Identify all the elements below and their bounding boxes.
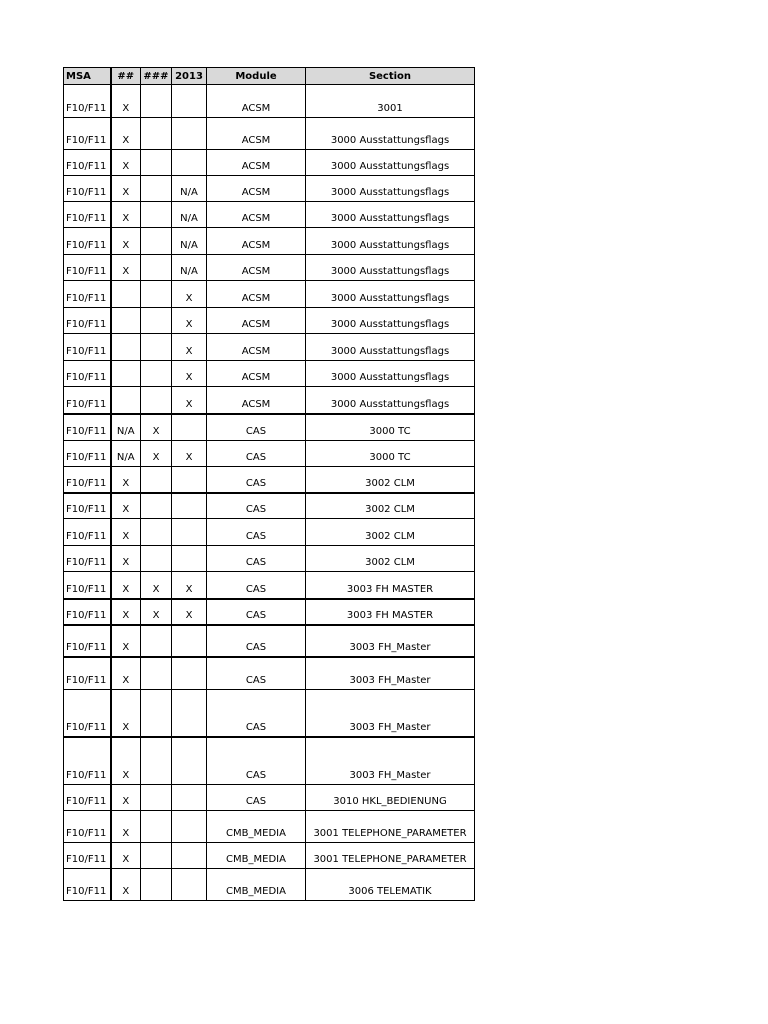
table-row [64, 308, 475, 334]
cell-msa: F10/F11 [64, 811, 111, 843]
cell-module: ACSM [207, 150, 306, 176]
cell-module: CMB_MEDIA [207, 811, 306, 843]
cell-section: 3000 Ausstattungsflags [306, 387, 475, 414]
cell-hash3 [141, 334, 172, 361]
table-row [64, 361, 475, 387]
table-row [64, 625, 475, 657]
cell-hash3 [141, 869, 172, 901]
cell-hash3 [141, 308, 172, 334]
cell-module: CAS [207, 737, 306, 785]
cell-section: 3000 TC [306, 441, 475, 467]
cell-msa: F10/F11 [64, 202, 111, 228]
cell-hash3 [141, 255, 172, 281]
cell-section: 3000 Ausstattungsflags [306, 281, 475, 308]
table-body [64, 85, 475, 901]
cell-2013: X [172, 308, 207, 334]
cell-hash3 [141, 85, 172, 118]
cell-2013 [172, 843, 207, 869]
cell-msa: F10/F11 [64, 519, 111, 546]
cell-hash2 [111, 334, 141, 361]
cell-hash3 [141, 811, 172, 843]
cell-section: 3003 FH_Master [306, 690, 475, 737]
cell-msa: F10/F11 [64, 150, 111, 176]
header-row [64, 68, 475, 85]
table-row [64, 657, 475, 690]
table-row [64, 785, 475, 811]
table-row [64, 228, 475, 255]
cell-2013 [172, 657, 207, 690]
cell-2013 [172, 690, 207, 737]
cell-msa: F10/F11 [64, 334, 111, 361]
cell-hash2: X [111, 150, 141, 176]
table-row [64, 85, 475, 118]
cell-module: CMB_MEDIA [207, 869, 306, 901]
cell-hash3 [141, 546, 172, 572]
cell-module: CAS [207, 785, 306, 811]
cell-module: ACSM [207, 387, 306, 414]
cell-module: ACSM [207, 228, 306, 255]
header-msa: MSA [64, 68, 111, 85]
cell-hash3: X [141, 414, 172, 441]
header-module: Module [207, 68, 306, 85]
table-row [64, 690, 475, 737]
cell-msa: F10/F11 [64, 625, 111, 657]
cell-hash3 [141, 493, 172, 519]
cell-hash3 [141, 785, 172, 811]
cell-2013 [172, 118, 207, 150]
table-row [64, 387, 475, 414]
table-row [64, 176, 475, 202]
cell-hash3: X [141, 441, 172, 467]
cell-msa: F10/F11 [64, 118, 111, 150]
cell-hash2: X [111, 255, 141, 281]
cell-module: ACSM [207, 361, 306, 387]
cell-module: CAS [207, 467, 306, 493]
cell-msa: F10/F11 [64, 493, 111, 519]
cell-hash3 [141, 657, 172, 690]
cell-module: CAS [207, 493, 306, 519]
cell-module: ACSM [207, 118, 306, 150]
cell-hash3 [141, 843, 172, 869]
cell-msa: F10/F11 [64, 869, 111, 901]
cell-hash2 [111, 281, 141, 308]
cell-section: 3003 FH MASTER [306, 599, 475, 625]
cell-module: CAS [207, 572, 306, 599]
cell-hash2: X [111, 737, 141, 785]
cell-2013 [172, 519, 207, 546]
cell-2013 [172, 625, 207, 657]
cell-module: CAS [207, 441, 306, 467]
cell-hash2 [111, 308, 141, 334]
header-2013: 2013 [172, 68, 207, 85]
cell-2013 [172, 737, 207, 785]
cell-hash2: X [111, 657, 141, 690]
cell-2013 [172, 785, 207, 811]
cell-module: ACSM [207, 281, 306, 308]
cell-msa: F10/F11 [64, 690, 111, 737]
cell-hash2: X [111, 519, 141, 546]
table-row [64, 599, 475, 625]
cell-2013 [172, 414, 207, 441]
cell-hash2 [111, 387, 141, 414]
cell-hash3 [141, 467, 172, 493]
table-row [64, 737, 475, 785]
cell-2013 [172, 546, 207, 572]
cell-msa: F10/F11 [64, 255, 111, 281]
cell-hash2: X [111, 85, 141, 118]
cell-section: 3001 TELEPHONE_PARAMETER [306, 811, 475, 843]
cell-section: 3000 Ausstattungsflags [306, 202, 475, 228]
cell-hash2: X [111, 785, 141, 811]
cell-hash2: X [111, 572, 141, 599]
cell-2013: N/A [172, 255, 207, 281]
cell-hash2: N/A [111, 441, 141, 467]
cell-module: CAS [207, 599, 306, 625]
table-row [64, 118, 475, 150]
cell-section: 3000 Ausstattungsflags [306, 308, 475, 334]
cell-msa: F10/F11 [64, 657, 111, 690]
cell-hash3: X [141, 599, 172, 625]
cell-2013: X [172, 281, 207, 308]
header-section: Section [306, 68, 475, 85]
cell-hash2: N/A [111, 414, 141, 441]
cell-hash2 [111, 361, 141, 387]
cell-module: CAS [207, 546, 306, 572]
cell-hash3 [141, 118, 172, 150]
table-row [64, 414, 475, 441]
cell-section: 3006 TELEMATIK [306, 869, 475, 901]
cell-hash2: X [111, 118, 141, 150]
table-row [64, 869, 475, 901]
cell-module: ACSM [207, 334, 306, 361]
cell-section: 3002 CLM [306, 467, 475, 493]
cell-hash3 [141, 176, 172, 202]
cell-hash2: X [111, 493, 141, 519]
cell-hash2: X [111, 690, 141, 737]
cell-msa: F10/F11 [64, 572, 111, 599]
cell-hash2: X [111, 546, 141, 572]
cell-section: 3001 [306, 85, 475, 118]
cell-2013 [172, 869, 207, 901]
cell-msa: F10/F11 [64, 737, 111, 785]
header-hash2: ## [111, 68, 141, 85]
table-row [64, 519, 475, 546]
cell-msa: F10/F11 [64, 228, 111, 255]
cell-2013: N/A [172, 228, 207, 255]
header-hash3: ### [141, 68, 172, 85]
cell-hash2: X [111, 176, 141, 202]
cell-msa: F10/F11 [64, 843, 111, 869]
cell-module: ACSM [207, 176, 306, 202]
cell-module: ACSM [207, 85, 306, 118]
table-row [64, 467, 475, 493]
cell-msa: F10/F11 [64, 308, 111, 334]
cell-module: CAS [207, 690, 306, 737]
cell-msa: F10/F11 [64, 281, 111, 308]
cell-section: 3000 Ausstattungsflags [306, 118, 475, 150]
table-row [64, 546, 475, 572]
cell-module: CMB_MEDIA [207, 843, 306, 869]
cell-2013: N/A [172, 176, 207, 202]
cell-hash2: X [111, 869, 141, 901]
table-row [64, 572, 475, 599]
cell-module: ACSM [207, 202, 306, 228]
table-row [64, 281, 475, 308]
cell-2013 [172, 467, 207, 493]
cell-hash3 [141, 361, 172, 387]
cell-hash2: X [111, 467, 141, 493]
cell-hash2: X [111, 625, 141, 657]
cell-2013: X [172, 599, 207, 625]
cell-2013: X [172, 387, 207, 414]
cell-msa: F10/F11 [64, 546, 111, 572]
cell-section: 3002 CLM [306, 519, 475, 546]
cell-section: 3002 CLM [306, 493, 475, 519]
cell-section: 3000 Ausstattungsflags [306, 334, 475, 361]
cell-hash3 [141, 150, 172, 176]
cell-2013: X [172, 334, 207, 361]
cell-msa: F10/F11 [64, 467, 111, 493]
cell-msa: F10/F11 [64, 85, 111, 118]
cell-hash2: X [111, 599, 141, 625]
cell-section: 3003 FH_Master [306, 657, 475, 690]
cell-hash3 [141, 519, 172, 546]
table-row [64, 202, 475, 228]
cell-module: ACSM [207, 255, 306, 281]
cell-hash3 [141, 281, 172, 308]
cell-2013 [172, 150, 207, 176]
cell-section: 3010 HKL_BEDIENUNG [306, 785, 475, 811]
cell-section: 3000 Ausstattungsflags [306, 176, 475, 202]
cell-2013: X [172, 441, 207, 467]
cell-hash3 [141, 228, 172, 255]
cell-section: 3003 FH MASTER [306, 572, 475, 599]
cell-msa: F10/F11 [64, 441, 111, 467]
cell-msa: F10/F11 [64, 599, 111, 625]
cell-hash3 [141, 690, 172, 737]
cell-module: CAS [207, 519, 306, 546]
cell-module: CAS [207, 625, 306, 657]
cell-module: CAS [207, 414, 306, 441]
cell-hash2: X [111, 228, 141, 255]
cell-section: 3000 Ausstattungsflags [306, 255, 475, 281]
table-row [64, 811, 475, 843]
cell-hash3 [141, 202, 172, 228]
cell-2013: X [172, 361, 207, 387]
spreadsheet-table [63, 67, 475, 901]
cell-hash2: X [111, 202, 141, 228]
cell-2013: N/A [172, 202, 207, 228]
cell-section: 3002 CLM [306, 546, 475, 572]
cell-2013 [172, 85, 207, 118]
cell-msa: F10/F11 [64, 785, 111, 811]
cell-msa: F10/F11 [64, 176, 111, 202]
cell-hash3 [141, 625, 172, 657]
cell-hash2: X [111, 843, 141, 869]
cell-module: CAS [207, 657, 306, 690]
table-row [64, 150, 475, 176]
cell-hash3: X [141, 572, 172, 599]
cell-section: 3000 TC [306, 414, 475, 441]
cell-hash3 [141, 387, 172, 414]
cell-section: 3003 FH_Master [306, 737, 475, 785]
cell-hash3 [141, 737, 172, 785]
cell-msa: F10/F11 [64, 361, 111, 387]
cell-section: 3000 Ausstattungsflags [306, 361, 475, 387]
table-row [64, 334, 475, 361]
cell-hash2: X [111, 811, 141, 843]
cell-2013: X [172, 572, 207, 599]
table-row [64, 255, 475, 281]
table-row [64, 493, 475, 519]
cell-section: 3000 Ausstattungsflags [306, 228, 475, 255]
table-row [64, 843, 475, 869]
table-row [64, 441, 475, 467]
cell-module: ACSM [207, 308, 306, 334]
cell-msa: F10/F11 [64, 387, 111, 414]
cell-section: 3000 Ausstattungsflags [306, 150, 475, 176]
cell-section: 3001 TELEPHONE_PARAMETER [306, 843, 475, 869]
cell-section: 3003 FH_Master [306, 625, 475, 657]
cell-msa: F10/F11 [64, 414, 111, 441]
cell-2013 [172, 493, 207, 519]
cell-2013 [172, 811, 207, 843]
